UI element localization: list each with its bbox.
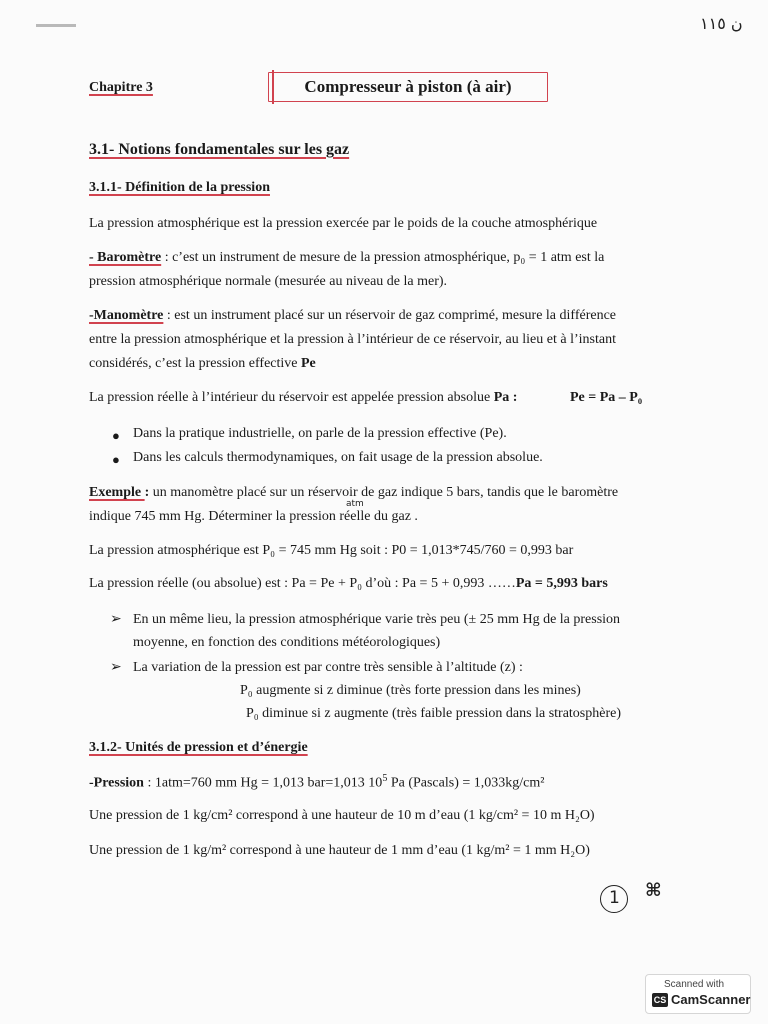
chapter-label: Chapitre 3 (89, 80, 153, 95)
pa-label: Pa : (493, 390, 518, 405)
unit-line-3: Une pression de 1 kg/m² correspond à une hauteur de 1 mm d’eau (1 kg/m² = 1 mm H₂O) (89, 843, 590, 858)
manometre-line-2: entre la pression atmosphérique et la pression à l’intérieur de ce réservoir, au lieu et à l’instant (89, 332, 616, 347)
manometre-line (89, 308, 616, 324)
arrow-item: La variation de la pression est par contre très sensible à l’altitude (z) : (133, 660, 523, 675)
manometre-term: -Manomètre (89, 308, 164, 323)
paragraph-atm: La pression atmosphérique est la pression exercée par le poids de la couche atmosphérique (89, 216, 598, 231)
formula-pe: Pe = Pa – P₀ (570, 390, 643, 405)
section-3-1-1-heading: 3.1.1- Définition de la pression (89, 180, 270, 195)
bullet-dot: ● (112, 428, 120, 443)
camscanner-logo-icon: CS (653, 995, 667, 1005)
unit-pression-text-2: Pa (Pascals) = 1,033kg/cm² (387, 775, 545, 791)
p0-diminue: P₀ diminue si z augmente (très faible pression dans la stratosphère) (246, 706, 621, 721)
arrow-item: En un même lieu, la pression atmosphérique varie très peu (± 25 mm Hg de la pression (133, 612, 621, 627)
chapter-title: Compresseur à piston (à air) (268, 72, 548, 102)
unit-exponent: 5 (382, 773, 388, 784)
barometre-line-2: pression atmosphérique normale (mesurée au niveau de la mer). (89, 274, 448, 289)
exemple-colon: : (144, 485, 150, 500)
exemple-text: un manomètre placé sur un réservoir de gaz indique 5 bars, tandis que le baromètre (149, 485, 619, 500)
calc-patm: La pression atmosphérique est P₀ = 745 mm Hg soit : P0 = 1,013*745/760 = 0,993 bar (89, 543, 574, 558)
scan-speck (36, 24, 76, 27)
bullet-dot: ● (112, 452, 120, 467)
calc-pa-line (89, 576, 608, 592)
p0-augmente: P₀ augmente si z diminue (très forte pression dans les mines) (240, 683, 581, 698)
arrow-item-cont: moyenne, en fonction des conditions météorologiques) (133, 635, 441, 650)
scanned-with-text: Scanned with (664, 979, 725, 990)
bullet-item: Dans la pratique industrielle, on parle de la pression effective (Pe). (133, 426, 507, 441)
section-3-1-2-heading: 3.1.2- Unités de pression et d’énergie (89, 740, 308, 755)
section-3-1-heading: 3.1- Notions fondamentales sur les gaz (89, 141, 350, 158)
handwritten-atm: atm (346, 499, 364, 509)
unit-pression-text: : 1atm=760 mm Hg = 1,013 bar=1,013 10 (143, 775, 383, 791)
manometre-text: : est un instrument placé sur un réservoir de gaz comprimé, mesure la différence (163, 308, 617, 323)
calc-pa-start: La pression réelle (ou absolue) est : Pa = Pe + P₀ d’où : Pa = 5 + 0,993 …… (89, 576, 516, 591)
manometre-pe: Pe (301, 356, 316, 371)
manometre-text-3: considérés, c’est la pression effective (89, 356, 301, 371)
pression-reelle-text: La pression réelle à l’intérieur du réservoir est appelée pression absolue (89, 390, 494, 405)
exemple-term: Exemple (89, 485, 145, 500)
barometre-text: : c’est un instrument de mesure de la pression atmosphérique, p₀ = 1 atm est la (161, 250, 605, 265)
arrow-bullet: ➢ (110, 660, 122, 675)
arrow-bullet: ➢ (110, 612, 122, 627)
barometre-line (89, 250, 604, 266)
bullet-item: Dans les calculs thermodynamiques, on fait usage de la pression absolue. (133, 450, 543, 465)
camscanner-name: CamScanner (671, 992, 751, 1007)
exemple-line-2: indique 745 mm Hg. Déterminer la pression réelle du gaz . (89, 509, 418, 524)
handwritten-mark: ⌘ (645, 880, 662, 901)
unit-line-2: Une pression de 1 kg/cm² correspond à une hauteur de 10 m d’eau (1 kg/cm² = 10 m H₂O) (89, 808, 595, 823)
barometre-term: - Baromètre (89, 250, 162, 265)
pression-reelle-line (89, 390, 517, 406)
camscanner-badge (645, 974, 751, 1014)
page-number-handwritten: 1 (609, 888, 620, 908)
manometre-line-3 (89, 356, 316, 372)
corner-handwritten-note: ن ١١٥ (700, 14, 743, 33)
unit-pression-line (89, 773, 544, 792)
calc-pa-result: Pa = 5,993 bars (515, 576, 608, 591)
unit-pression-label: -Pression (89, 775, 144, 791)
